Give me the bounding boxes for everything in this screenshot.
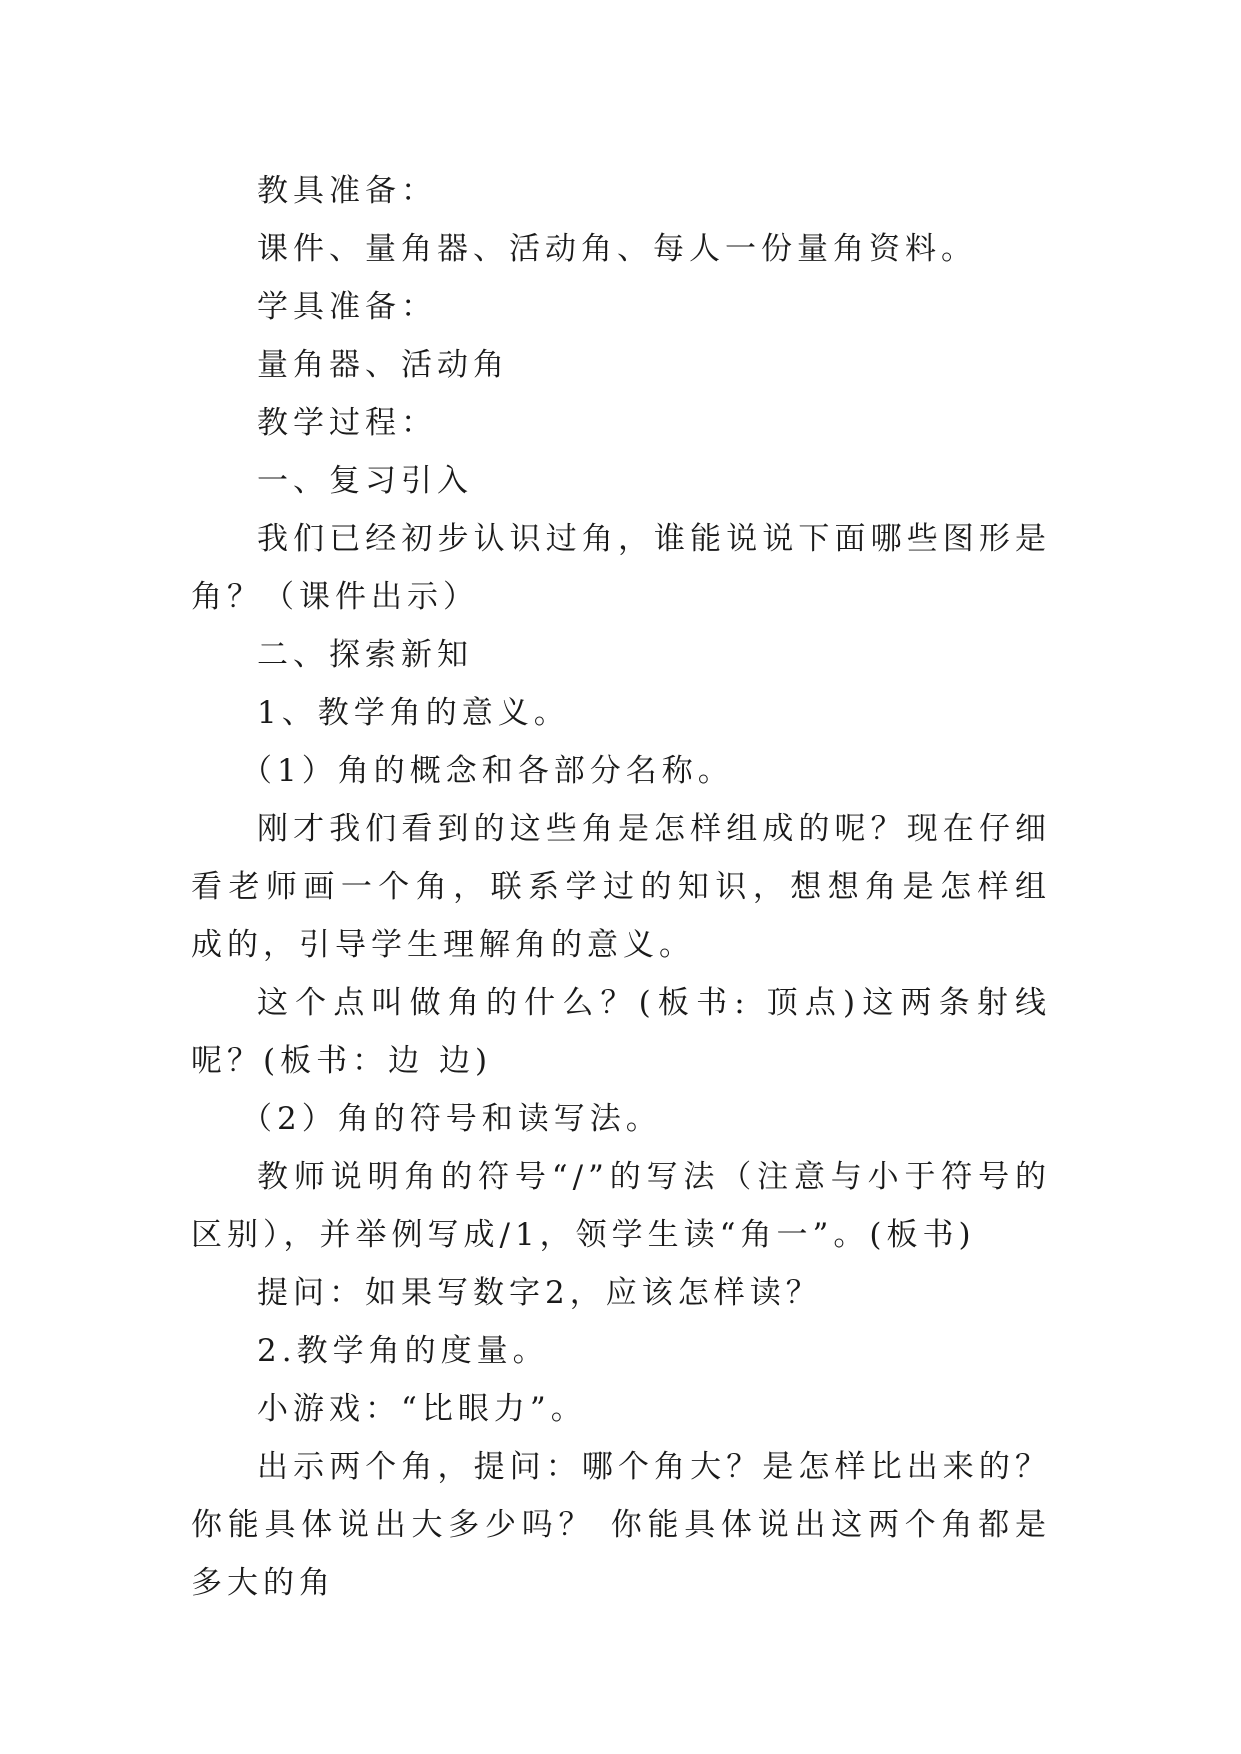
paragraph-compare-angles: 出示两个角，提问：哪个角大？是怎样比出来的？你能具体说出大多少吗？ 你能具体说出这两个角都是多大的角 — [191, 1449, 1051, 1601]
paragraph-symbol-explanation: 教师说明角的符号“/”的写法（注意与小于符号的区别），并举例写成/1，领学生读“角一”。(板书) — [191, 1159, 1051, 1253]
item-angle-symbol: （2）角的符号和读写法。 — [241, 1101, 662, 1137]
paragraph-student-tools-heading: 学具准备： — [257, 289, 437, 325]
paragraph-vertex-sides: 这个点叫做角的什么？(板书: 顶点)这两条射线呢？(板书：边 边) — [191, 985, 1051, 1079]
section-heading-review: 一、复习引入 — [257, 463, 473, 499]
subsection-heading-angle-meaning: 1、教学角的意义。 — [257, 695, 570, 731]
paragraph-teaching-process-heading: 教学过程： — [257, 405, 437, 441]
paragraph-teaching-tools-list: 课件、量角器、活动角、每人一份量角资料。 — [257, 231, 977, 267]
paragraph-review-question: 我们已经初步认识过角，谁能说说下面哪些图形是角？（课件出示） — [191, 521, 1051, 615]
paragraph-student-tools-list: 量角器、活动角 — [257, 347, 509, 383]
paragraph-mini-game: 小游戏：“比眼力”。 — [257, 1391, 587, 1427]
section-heading-explore: 二、探索新知 — [257, 637, 473, 673]
paragraph-teaching-tools-heading: 教具准备： — [257, 173, 437, 209]
paragraph-angle-composition: 刚才我们看到的这些角是怎样组成的呢？现在仔细看老师画一个角，联系学过的知识，想想角是怎样组成的，引导学生理解角的意义。 — [191, 811, 1051, 963]
item-angle-concept: （1）角的概念和各部分名称。 — [241, 753, 734, 789]
document-body — [191, 162, 1051, 1612]
subsection-heading-angle-measure: 2.教学角的度量。 — [257, 1333, 549, 1369]
paragraph-question-read: 提问：如果写数字2，应该怎样读？ — [257, 1275, 822, 1311]
